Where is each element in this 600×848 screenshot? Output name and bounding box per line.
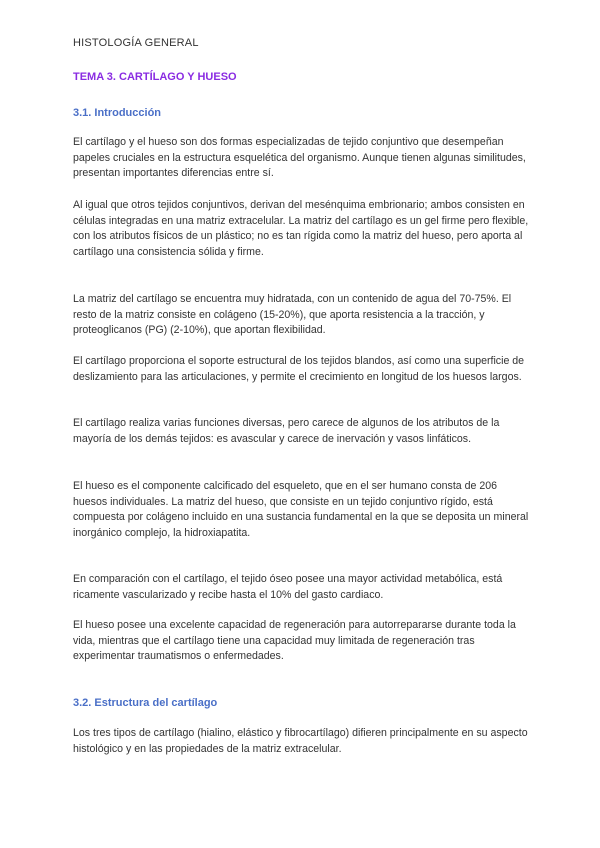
paragraph: El hueso posee una excelente capacidad de regeneración para autorrepararse durante toda la vida, mientras que el cartílago tiene una capacidad muy limitada de regeneración tras experimentar traumatismos o enfermedades. — [73, 619, 516, 663]
paragraph: La matriz del cartílago se encuentra muy hidratada, con un contenido de agua del 70-75%. El resto de la matriz consiste en colágeno (15-20%), que aporta resistencia a la tracción, y proteoglicanos (PG) (2-10%), que aportan flexibilidad. — [73, 293, 512, 337]
paragraph: El hueso es el componente calcificado del esqueleto, que en el ser humano consta de 206 huesos individuales. La matriz del hueso, que consiste en un tejido conjuntivo rígido, está compuesta por colágeno incluido en una sustancia fundamental en la que se deposita un mineral inorgánico complejo, la hidroxiapatita. — [73, 480, 529, 539]
running-header: HISTOLOGÍA GENERAL — [73, 37, 199, 49]
paragraph: En comparación con el cartílago, el tejido óseo posee una mayor actividad metabólica, está ricamente vascularizado y recibe hasta el 10% del gasto cardiaco. — [73, 573, 503, 601]
paragraph: El cartílago realiza varias funciones diversas, pero carece de algunos de los atributos de la mayoría de los demás tejidos: es avascular y carece de inervación y vasos linfáticos. — [73, 417, 500, 445]
paragraph: El cartílago y el hueso son dos formas especializadas de tejido conjuntivo que desempeñan papeles cruciales en la estructura esquelética del organismo. Aunque tienen algunas similitudes, presentan importantes diferencias entre sí. — [73, 136, 526, 180]
section-title-estructura: 3.2. Estructura del cartílago — [73, 697, 218, 709]
paragraph: El cartílago proporciona el soporte estructural de los tejidos blandos, así como una superficie de deslizamiento para las articulaciones, y permite el crecimiento en longitud de los huesos largos. — [73, 355, 525, 383]
section-title-introduccion: 3.1. Introducción — [73, 107, 162, 119]
paragraph: Al igual que otros tejidos conjuntivos, derivan del mesénquima embrionario; ambos consisten en células integradas en una matriz extracelular. La matriz del cartílago es un gel firme pero flexible, con los atributos físicos de un plástico; no es tan rígida como la matriz del hueso, pero aporta al cartílago una consistencia sólida y firme. — [73, 199, 529, 258]
paragraph: Los tres tipos de cartílago (hialino, elástico y fibrocartílago) difieren principalmente en su aspecto histológico y en las propiedades de la matriz extracelular. — [73, 727, 528, 755]
chapter-title: TEMA 3. CARTÍLAGO Y HUESO — [73, 71, 237, 83]
